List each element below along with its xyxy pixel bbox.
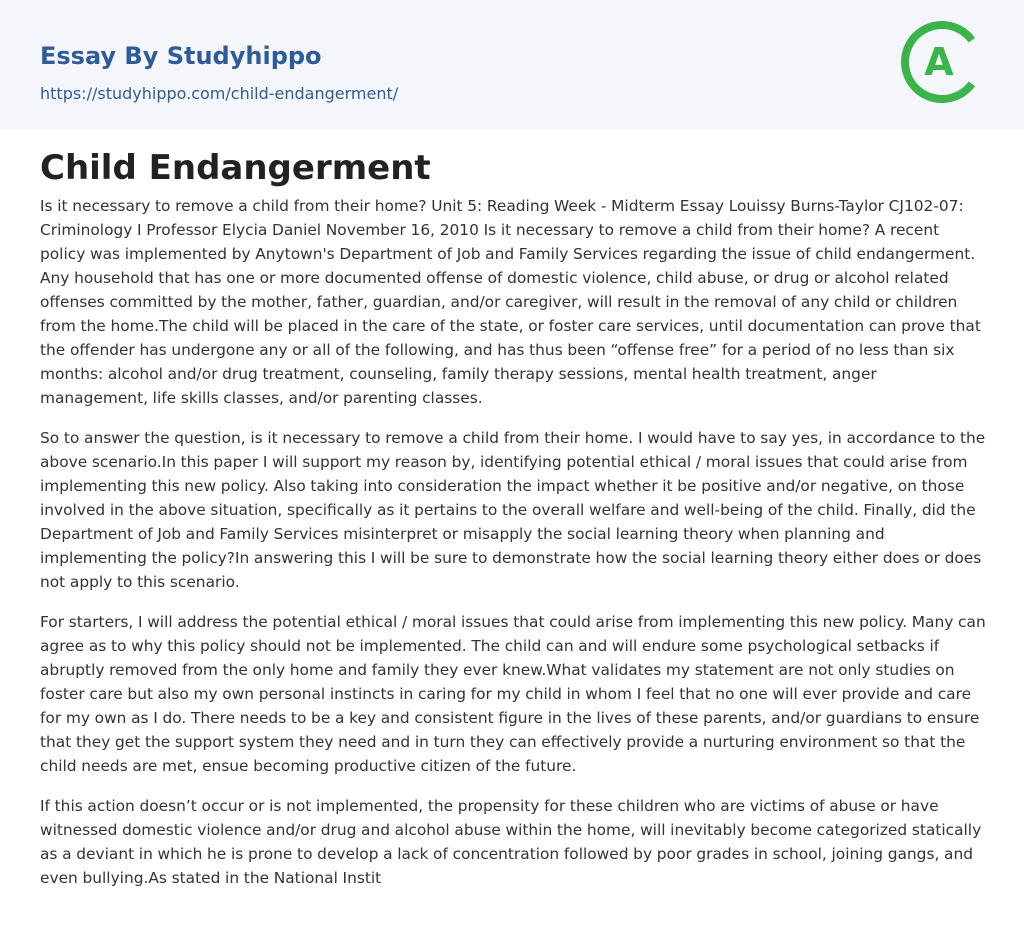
essay-paragraph: If this action doesn’t occur or is not implemented, the propensity for these children who are victims of abuse or have witnessed domestic violence and/or drug and alcohol abuse within the home, will inevitably become categorized statically as a deviant in which he is prone to develop a lack of concentration followed by poor grades in school, joining gangs, and even bullying.As stated in the National Instit xyxy=(40,797,982,887)
essay-paragraph: So to answer the question, is it necessary to remove a child from their home. I would have to say yes, in accordance to the above scenario.In this paper I will support my reason by, identifying potential ethical / moral issues that could arise from implementing this new policy. Also taking into consideration the impact whether it be positive and/or negative, on those involved in the above situation, specifically as it pertains to the overall welfare and well-being of the child. Finally, did the Department of Job and Family Services misinterpret or misapply the social learning theory when planning and implementing the policy?In answering this I will be sure to demonstrate how the social learning theory either does or does not apply to this scenario. xyxy=(40,429,986,591)
brand-title[interactable]: Essay By Studyhippo xyxy=(40,42,322,70)
page-title: Child Endangerment xyxy=(40,148,431,188)
studyhippo-logo-icon[interactable] xyxy=(901,18,989,106)
essay-paragraph: Is it necessary to remove a child from their home? Unit 5: Reading Week - Midterm Essay Louissy Burns-Taylor CJ102-07: Criminology I Professor Elycia Daniel November 16, 2010 Is it necessary to remove a child from their home? A recent policy was implemented by Anytown's Department of Job and Family Services regarding the issue of child endangerment. Any household that has one or more documented offense of domestic violence, child abuse, or drug or alcohol related offenses committed by the mother, father, guardian, and/or caregiver, will result in the removal of any child or children from the home.The child will be placed in the care of the state, or foster care services, until documentation can prove that the offender has undergone any or all of the following, and has thus been “offense free” for a period of no less than six months: alcohol and/or drug treatment, counseling, family therapy sessions, mental health treatment, anger management, life skills classes, and/or parenting classes. xyxy=(40,197,981,407)
site-header xyxy=(0,0,1024,129)
logo-letter: A xyxy=(924,40,954,84)
essay-body xyxy=(40,194,988,906)
essay-paragraph: For starters, I will address the potential ethical / moral issues that could arise from implementing this new policy. Many can agree as to why this policy should not be implemented. The child can and will endure some psychological setbacks if abruptly removed from the only home and family they ever knew.What validates my statement are not only studies on foster care but also my own personal instincts in caring for my child in whom I feel that no one will ever provide and care for my own as I do. There needs to be a key and consistent figure in the lives of these parents, and/or guardians to ensure that they get the support system they need and in turn they can effectively provide a nurturing environment so that the child needs are met, ensue becoming productive citizen of the future. xyxy=(40,613,986,775)
source-url-link[interactable]: https://studyhippo.com/child-endangerment/ xyxy=(40,84,399,103)
